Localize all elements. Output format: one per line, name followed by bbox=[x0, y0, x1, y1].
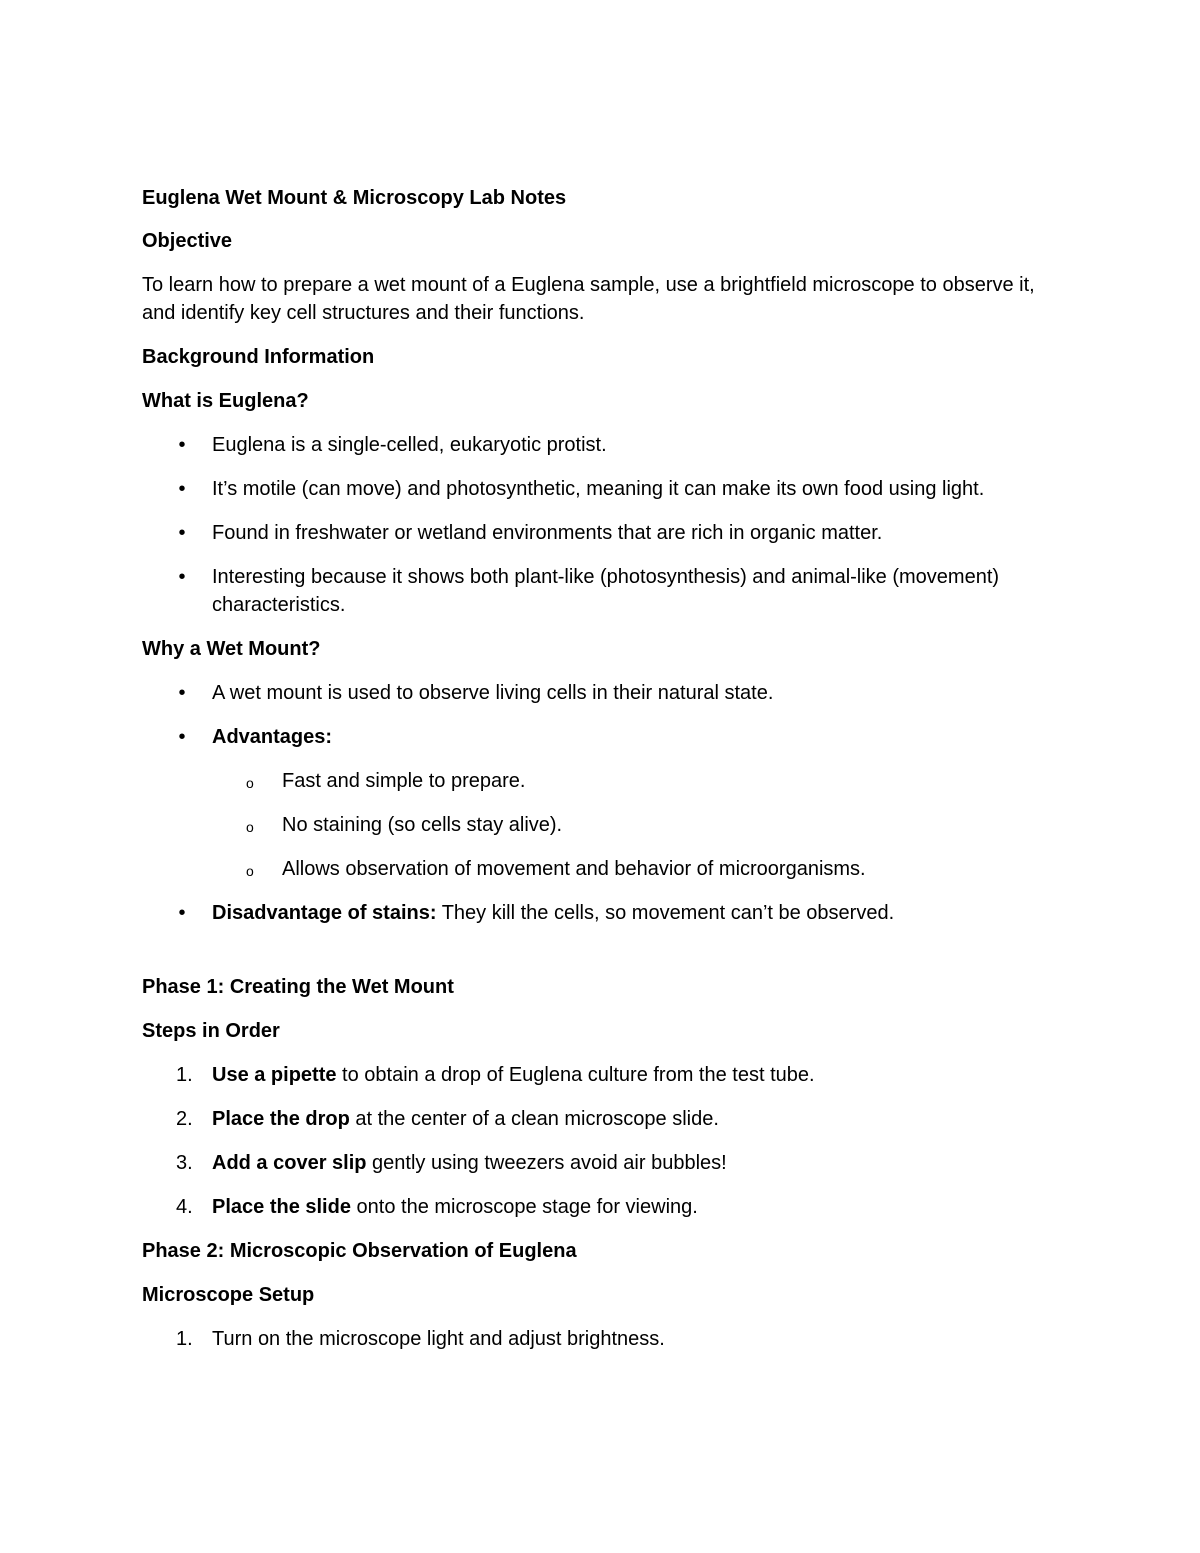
document-title: Euglena Wet Mount & Microscopy Lab Notes bbox=[142, 187, 567, 209]
sub-bullet-icon: o bbox=[246, 863, 254, 879]
why-wet-mount-list bbox=[142, 679, 1062, 927]
step-item: 1. Turn on the microscope light and adjust brightness. bbox=[176, 1328, 665, 1350]
sub-list-item: o Allows observation of movement and behavior of microorganisms. bbox=[212, 855, 1062, 883]
background-heading: Background Information bbox=[142, 346, 375, 368]
phase1-heading: Phase 1: Creating the Wet Mount bbox=[142, 976, 454, 998]
list-item: • Interesting because it shows both plant-like (photosynthesis) and animal-like (movement) characteristics. bbox=[142, 563, 1062, 619]
advantages-list bbox=[212, 767, 1062, 883]
disadvantage-text: They kill the cells, so movement can’t be observed. bbox=[436, 902, 895, 924]
what-is-euglena-list bbox=[142, 431, 1062, 619]
bullet-icon: • bbox=[178, 522, 186, 544]
objective-heading: Objective bbox=[142, 230, 233, 252]
list-item bbox=[142, 899, 1062, 927]
why-wet-mount-heading: Why a Wet Mount? bbox=[142, 638, 321, 660]
objective-text: To learn how to prepare a wet mount of a Euglena sample, use a brightfield microscope to observe it, and identify key cell structures and their functions. bbox=[142, 274, 1035, 324]
phase1-steps-list bbox=[142, 1061, 1062, 1221]
step-item: 3. Add a cover slip gently using tweezers avoid air bubbles! bbox=[176, 1152, 727, 1174]
spacer bbox=[142, 943, 1062, 973]
list-item: • It’s motile (can move) and photosynthetic, meaning it can make its own food using light. bbox=[142, 475, 1062, 503]
microscope-setup-heading: Microscope Setup bbox=[142, 1284, 315, 1306]
sub-bullet-icon: o bbox=[246, 819, 254, 835]
sub-list-item: o Fast and simple to prepare. bbox=[212, 767, 1062, 795]
disadvantage-label: Disadvantage of stains: bbox=[212, 902, 437, 924]
bullet-icon: • bbox=[178, 726, 186, 748]
list-item: • Found in freshwater or wetland environments that are rich in organic matter. bbox=[142, 519, 1062, 547]
bullet-icon: • bbox=[178, 434, 186, 456]
what-is-euglena-heading: What is Euglena? bbox=[142, 390, 309, 412]
bullet-icon: • bbox=[178, 902, 186, 924]
bullet-icon: • bbox=[178, 566, 186, 588]
phase2-steps-list bbox=[142, 1325, 1062, 1353]
sub-bullet-icon: o bbox=[246, 775, 254, 791]
bullet-icon: • bbox=[178, 478, 186, 500]
list-item: • Euglena is a single-celled, eukaryotic protist. bbox=[142, 431, 1062, 459]
step-item: 1. Use a pipette to obtain a drop of Euglena culture from the test tube. bbox=[176, 1064, 815, 1086]
bullet-icon: • bbox=[178, 682, 186, 704]
phase2-heading: Phase 2: Microscopic Observation of Euglena bbox=[142, 1240, 577, 1262]
steps-in-order-heading: Steps in Order bbox=[142, 1020, 280, 1042]
advantages-label: Advantages: bbox=[212, 726, 333, 748]
sub-list-item: o No staining (so cells stay alive). bbox=[212, 811, 1062, 839]
document-page bbox=[142, 184, 1062, 1369]
step-item: 4. Place the slide onto the microscope stage for viewing. bbox=[176, 1196, 698, 1218]
list-item bbox=[142, 723, 1062, 883]
step-item: 2. Place the drop at the center of a clean microscope slide. bbox=[176, 1108, 719, 1130]
list-item: • A wet mount is used to observe living cells in their natural state. bbox=[142, 679, 1062, 707]
